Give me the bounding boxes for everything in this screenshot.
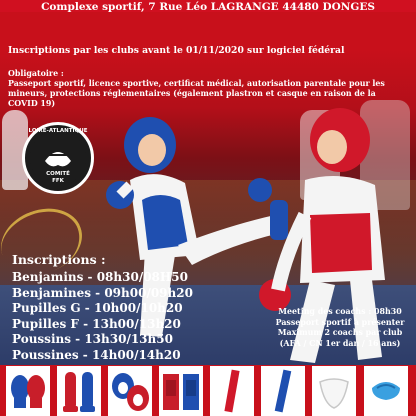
mandatory-text: Passeport sportif, licence sportive, certificat médical, autorisation parentale pour les mineurs, protections réglementaires (également plastron et casque en raison de la COVID 19): [8, 79, 385, 108]
coaches-line: Passeport sportif à présenter: [275, 317, 405, 327]
logo-mid-text: COMITÉ: [46, 171, 70, 177]
coaches-line: Maximum 2 coachs par club: [277, 328, 403, 337]
schedule-row: Pupilles G - 10h00/10h20: [12, 301, 183, 315]
logo-top-text: LOIRE-ATLANTIQUE: [28, 128, 88, 134]
registration-schedule: [12, 252, 193, 363]
schedule-row: Pupilles F - 13h00/13h20: [12, 316, 181, 331]
mandatory-requirements: [8, 69, 406, 109]
registration-notice: Inscriptions par les clubs avant le 01/11/2020 sur logiciel fédéral: [8, 45, 345, 56]
schedule-row: Poussins - 13h30/13h50: [12, 332, 173, 346]
helmets-icon: [108, 366, 152, 416]
schedule-row: Benjamines - 09h00/09h20: [12, 285, 193, 300]
groin-guard-icon: [312, 366, 356, 416]
schedule-row: Poussines - 14h00/14h20: [12, 347, 181, 362]
body-protectors-icon: [159, 366, 203, 416]
venue-address: Complexe sportif, 7 Rue Léo LAGRANGE 44480 DONGES: [41, 1, 375, 13]
red-belt-icon: [210, 366, 254, 416]
logo-bottom-text: FFK: [52, 178, 64, 184]
gloves-icon: [6, 366, 50, 416]
shin-guards-icon: [57, 366, 101, 416]
schedule-title: Inscriptions :: [12, 252, 106, 267]
coaches-info: [268, 307, 412, 349]
schedule-row: Benjamins - 08h30/08H50: [12, 270, 188, 284]
mandatory-label: Obligatoire :: [8, 69, 64, 78]
mouthguard-icon: [364, 366, 408, 416]
blue-belt-icon: [261, 366, 305, 416]
coaches-line: (AFA / CN 1er dan / 16 ans): [279, 338, 401, 348]
ffk-committee-logo: [22, 122, 94, 194]
coaches-line: Meeting des coachs : 08h30: [278, 307, 402, 316]
